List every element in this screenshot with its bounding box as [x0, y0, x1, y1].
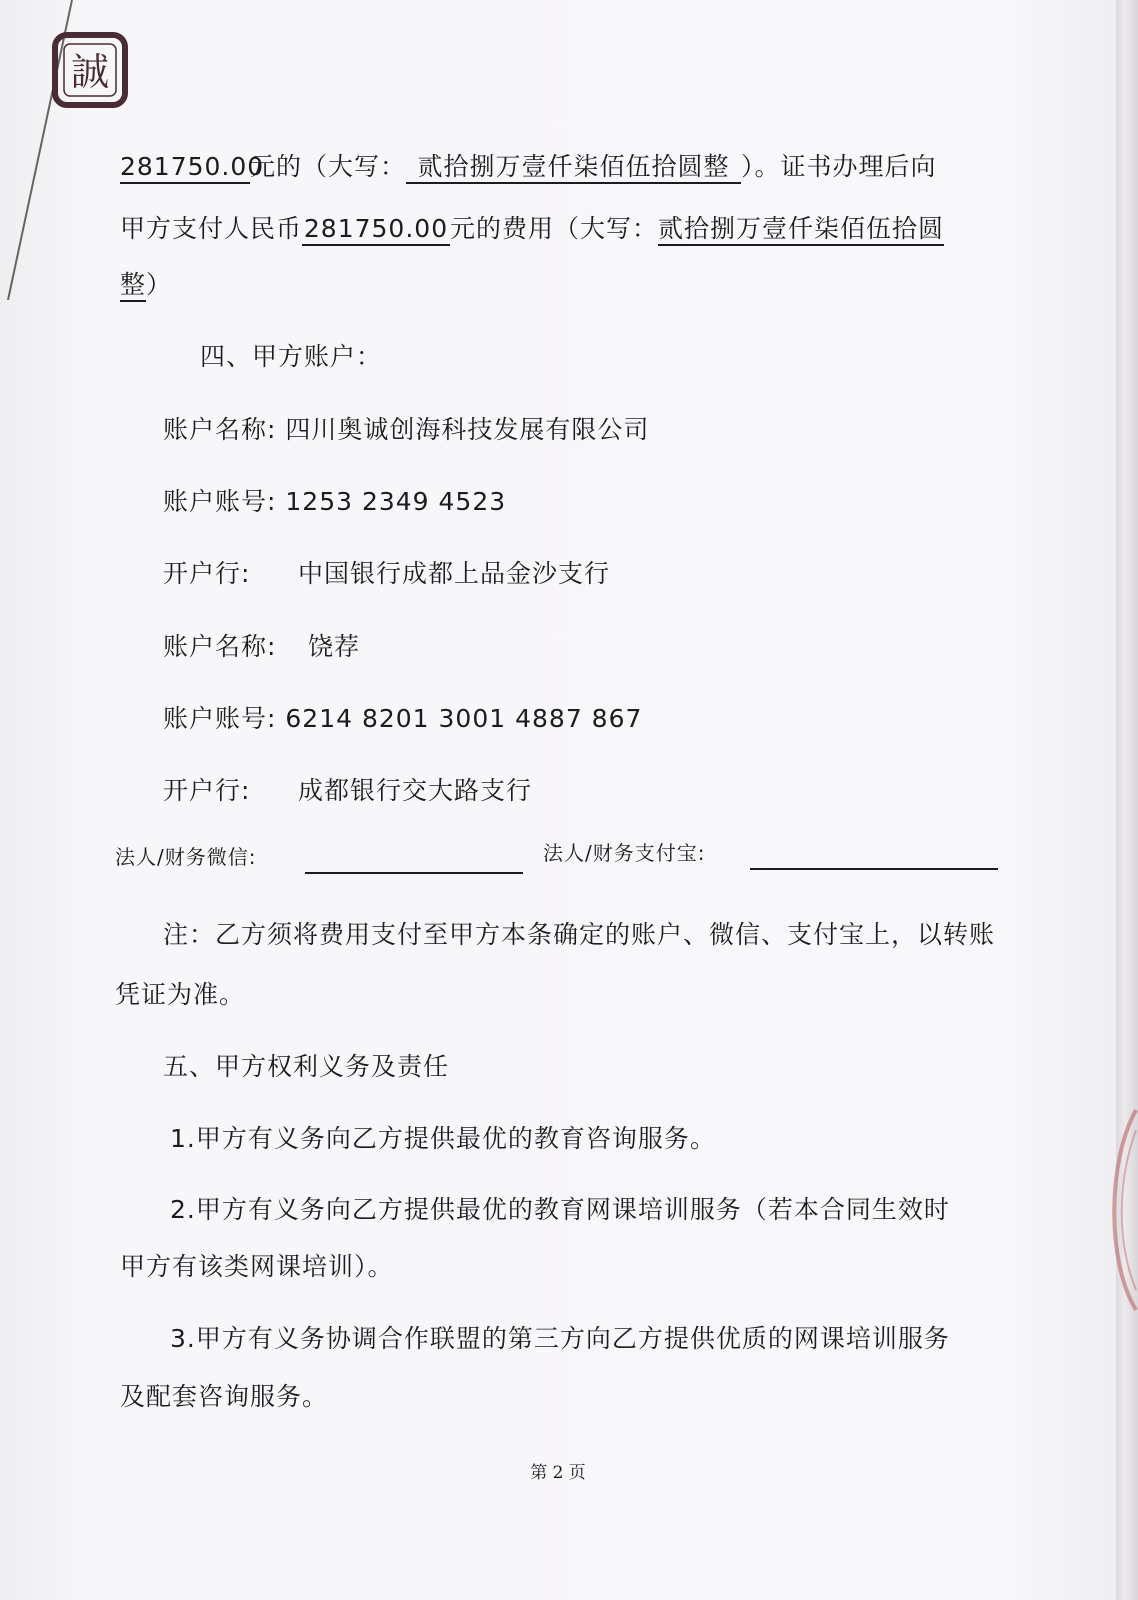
page-number: 第 2 页: [530, 1463, 586, 1483]
account-number-row: [163, 485, 506, 519]
field-label: 开户行:: [163, 776, 251, 805]
seal-logo-icon: [52, 32, 128, 108]
amount-words-field: 贰拾捌万壹仟柒佰伍拾圆: [658, 214, 944, 246]
account-name-row: [163, 630, 360, 664]
payment-text: 元的费用（大写：: [450, 214, 659, 243]
section-heading: 四、甲方账户：: [200, 342, 383, 371]
clause-item: 甲方有该类网课培训）。: [120, 1252, 394, 1281]
payment-line-2: [120, 212, 944, 246]
amount-words-field: 贰拾捌万壹仟柒佰伍拾圆整: [406, 152, 741, 184]
field-label: 账户账号:: [163, 704, 277, 733]
alipay-blank-line: [750, 868, 998, 870]
wechat-blank-line: [305, 872, 523, 874]
amount-field: 281750.00: [302, 214, 450, 246]
field-value: 四川奥诚创海科技发展有限公司: [285, 415, 650, 444]
payment-line-3: [120, 268, 172, 302]
field-label: 账户账号:: [163, 487, 277, 516]
account-number-row: [163, 702, 642, 736]
amount-field: 281750.00: [120, 152, 250, 184]
account-name-row: [163, 413, 649, 447]
bank-row: [163, 557, 610, 591]
payment-text: 甲方支付人民币: [120, 214, 303, 243]
clause-item: 1.甲方有义务向乙方提供最优的教育咨询服务。: [170, 1124, 716, 1153]
field-label: 账户名称:: [163, 415, 277, 444]
bank-row: [163, 774, 532, 808]
field-label: 账户名称:: [163, 632, 277, 661]
alipay-label: 法人/财务支付宝:: [543, 841, 706, 865]
field-value: 饶荐: [308, 632, 361, 661]
svg-text:誠: 誠: [70, 50, 110, 94]
red-stamp-edge-icon: [1098, 1100, 1138, 1320]
payment-text: 元的（大写：: [250, 152, 407, 181]
note-line-2: 凭证为准。: [115, 980, 246, 1009]
paper-edge: [1116, 0, 1138, 1600]
field-value: 6214 8201 3001 4887 867: [285, 704, 643, 733]
note-line-1: 注：乙方须将费用支付至甲方本条确定的账户、微信、支付宝上，以转账: [163, 920, 996, 949]
payment-line-1: [120, 150, 937, 184]
clause-item: 3.甲方有义务协调合作联盟的第三方向乙方提供优质的网课培训服务: [170, 1324, 950, 1353]
payment-text: ）。证书办理后向: [741, 152, 937, 181]
field-value: 中国银行成都上品金沙支行: [298, 559, 611, 588]
clause-item: 及配套咨询服务。: [120, 1382, 329, 1411]
amount-words-field: 整: [120, 270, 146, 302]
field-label: 开户行:: [163, 559, 251, 588]
field-value: 1253 2349 4523: [285, 487, 507, 516]
wechat-label: 法人/财务微信:: [115, 845, 257, 869]
section-heading: 五、甲方权利义务及责任: [163, 1052, 450, 1081]
field-value: 成都银行交大路支行: [298, 776, 533, 805]
payment-text: ）: [146, 270, 173, 299]
clause-item: 2.甲方有义务向乙方提供最优的教育网课培训服务（若本合同生效时: [170, 1195, 950, 1224]
